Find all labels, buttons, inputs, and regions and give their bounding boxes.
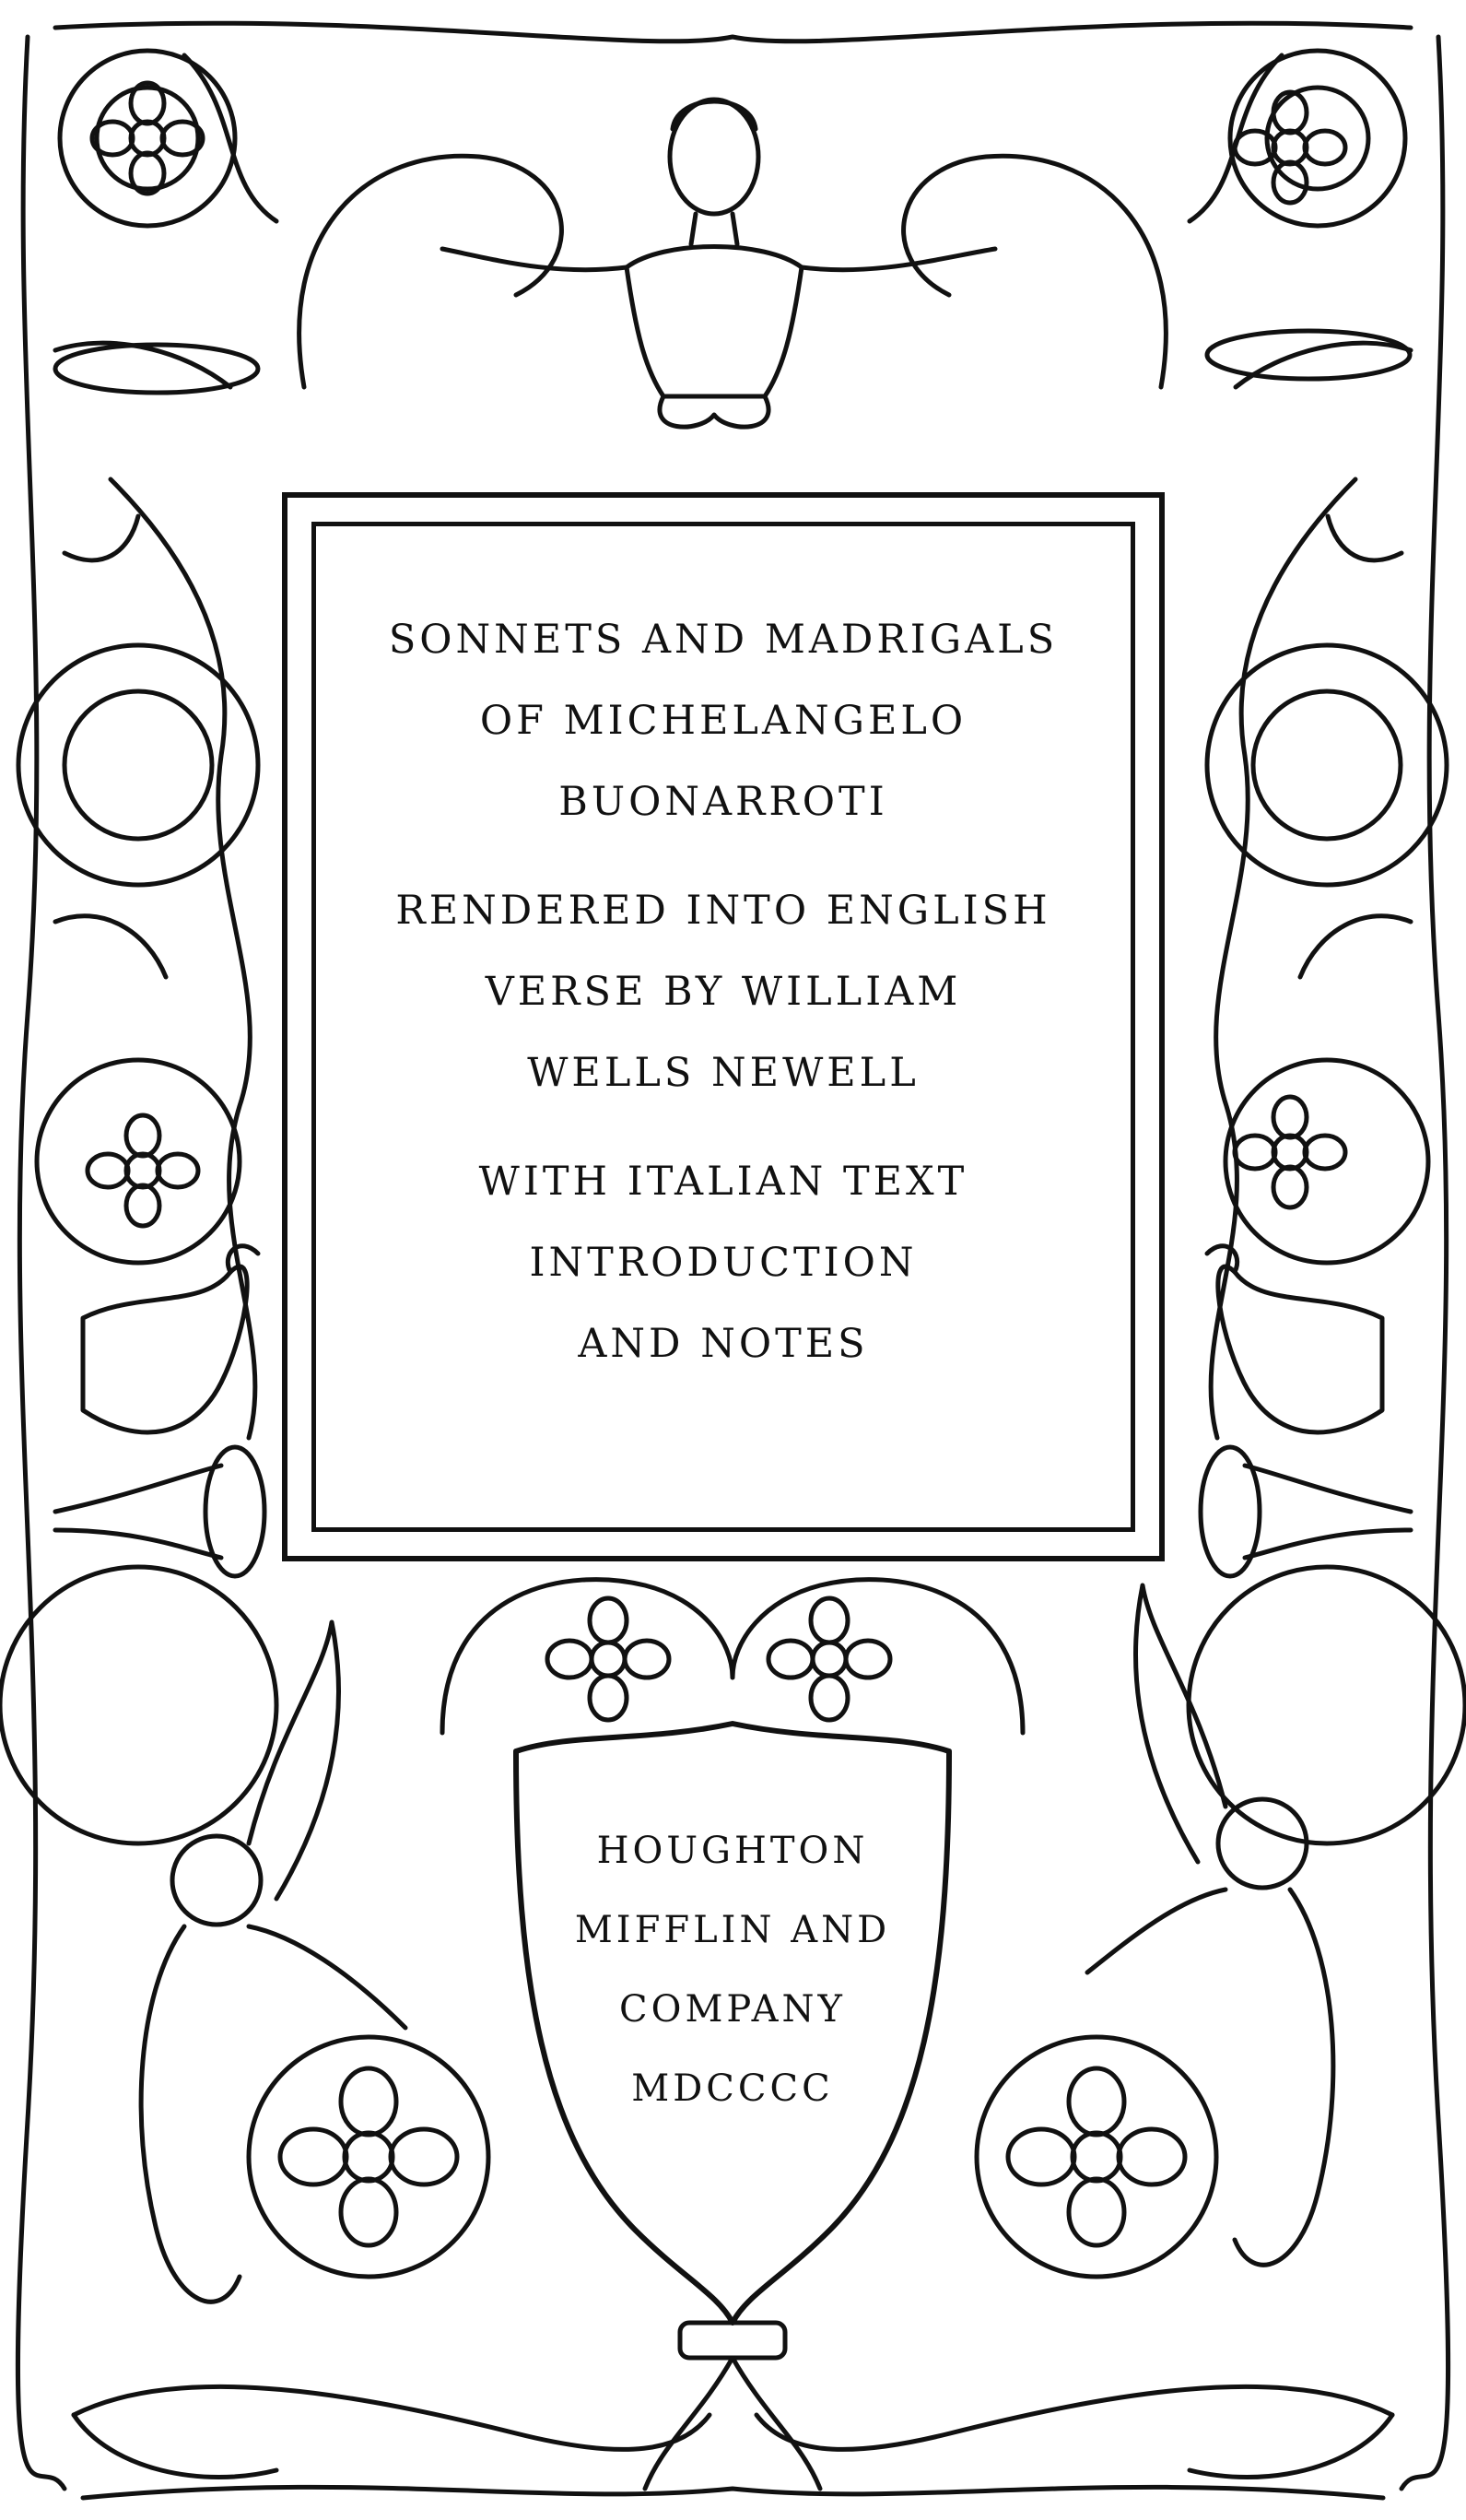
lower-arches	[442, 1580, 1023, 1733]
book-title	[324, 599, 1122, 842]
contents-line: WITH ITALIAN TEXT	[478, 1159, 968, 1205]
contents-note	[324, 1141, 1122, 1384]
contents-line: AND NOTES	[578, 1321, 869, 1367]
title-panel	[282, 492, 1165, 1561]
contents-line: INTRODUCTION	[529, 1240, 918, 1286]
title-text	[324, 599, 1122, 1412]
imprint-year: MDCCCC	[631, 2067, 834, 2110]
translator-line: WELLS NEWELL	[527, 1050, 920, 1096]
title-line: BUONARROTI	[558, 779, 888, 825]
translator-line: VERSE BY WILLIAM	[485, 969, 962, 1015]
imprint-line: COMPANY	[619, 1988, 846, 2031]
translator-line: RENDERED INTO ENGLISH	[395, 888, 1051, 934]
translator-credit	[324, 870, 1122, 1113]
imprint-line: MIFFLIN AND	[574, 1909, 891, 1951]
publisher-imprint	[521, 1811, 944, 2128]
title-line: OF MICHELANGELO	[479, 698, 968, 744]
imprint-line: HOUGHTON	[596, 1830, 869, 1872]
title-line: SONNETS AND MADRIGALS	[388, 617, 1059, 663]
dolphin-icons	[74, 2386, 1392, 2477]
